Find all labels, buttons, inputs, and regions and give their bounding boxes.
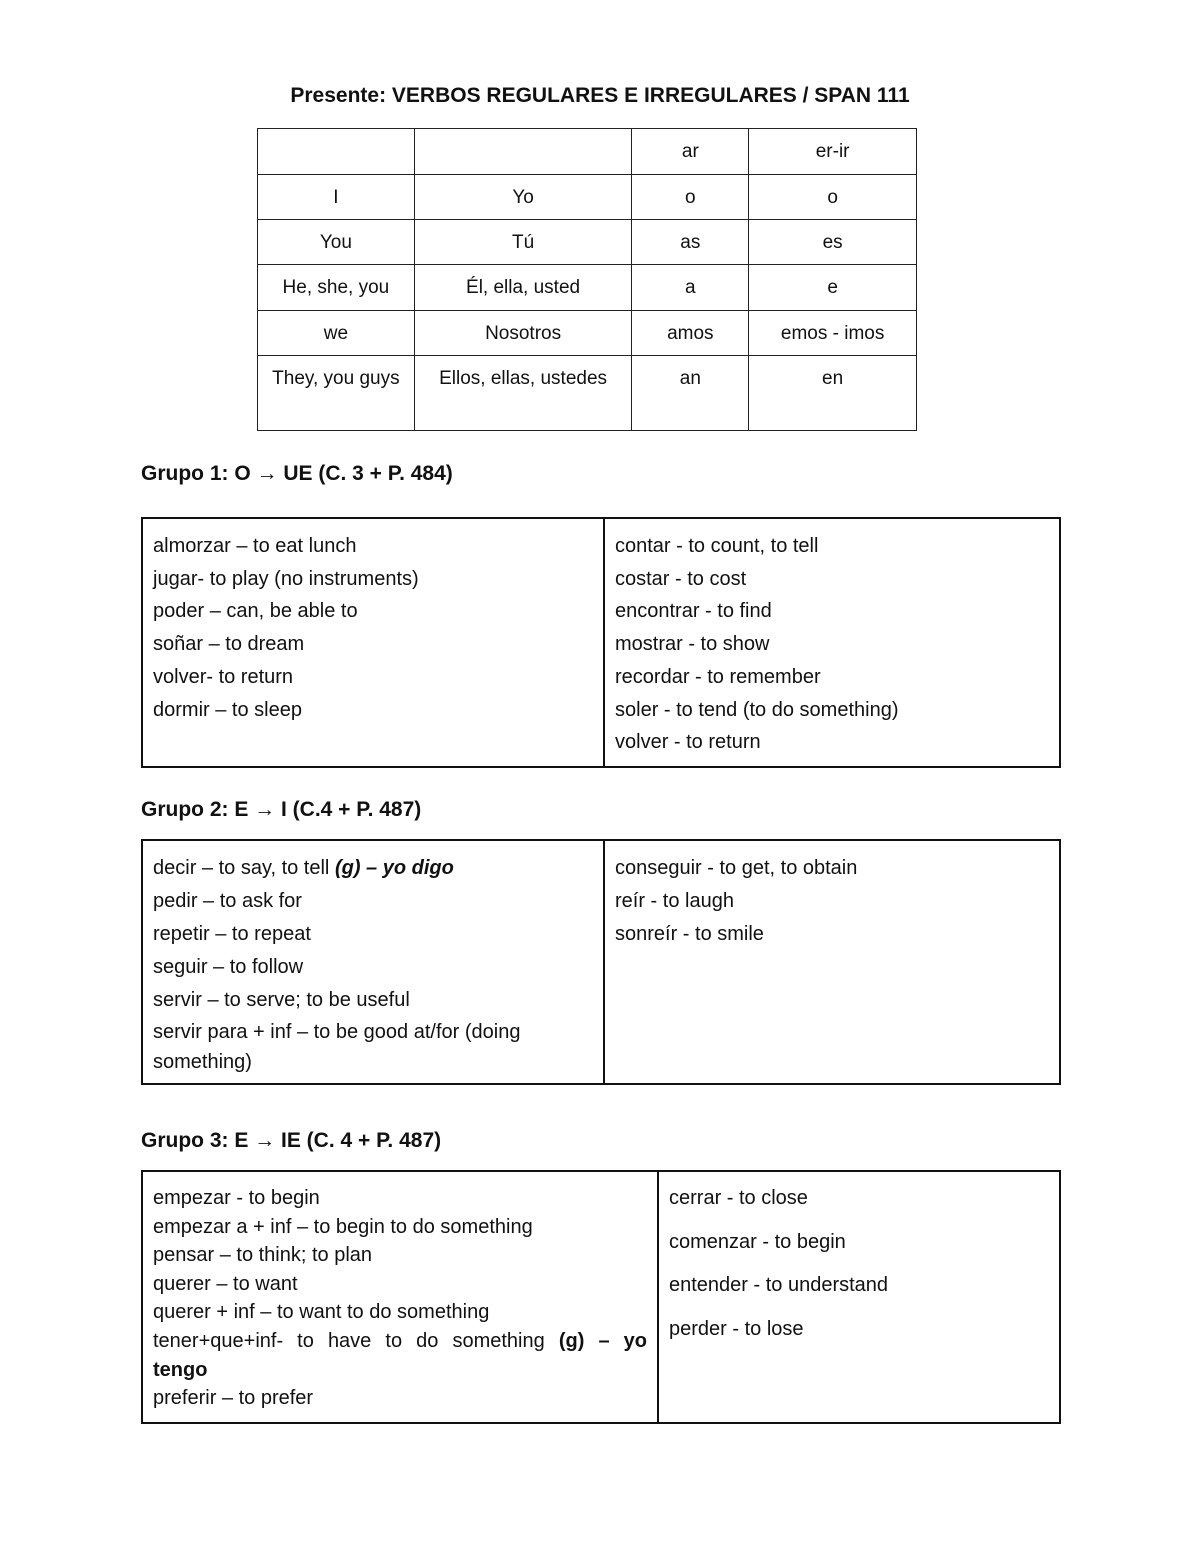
table-cell: emos - imos xyxy=(749,311,917,356)
group2-heading: Grupo 2: E → I (C.4 + P. 487) xyxy=(141,798,422,821)
table-cell: es xyxy=(749,220,917,265)
group3-heading: Grupo 3: E → IE (C. 4 + P. 487) xyxy=(141,1129,442,1152)
table-cell: I xyxy=(258,175,415,220)
table-cell: we xyxy=(258,311,415,356)
verb-item: almorzar – to eat lunch xyxy=(153,535,357,557)
table-row xyxy=(258,175,917,220)
verb-item: cerrar - to close xyxy=(669,1187,808,1209)
table-cell xyxy=(414,129,632,175)
verb-item xyxy=(153,852,593,885)
table-cell: Él, ella, usted xyxy=(414,265,632,311)
table-row xyxy=(258,265,917,311)
table-cell: a xyxy=(632,265,749,311)
table-cell: e xyxy=(749,265,917,311)
verb-item xyxy=(153,1327,647,1384)
group3-left-column xyxy=(143,1172,657,1422)
verb-item: dormir – to sleep xyxy=(153,698,302,721)
table-row xyxy=(258,129,917,175)
table-cell: o xyxy=(749,175,917,220)
table-cell: er-ir xyxy=(749,129,917,175)
verb-text: decir – to say, to tell xyxy=(153,857,335,879)
verb-item: querer – to want xyxy=(153,1272,298,1295)
verb-text: tener+que+inf- to have to do something xyxy=(153,1329,559,1352)
irregular-yo-note: (g) – yo digo xyxy=(334,857,454,879)
group2-box xyxy=(141,839,1061,1085)
verb-item: jugar- to play (no instruments) xyxy=(153,567,419,590)
irregular-yo-note: (g) – yo tengo xyxy=(153,1329,647,1381)
table-cell: amos xyxy=(632,311,749,356)
group2-left-column xyxy=(143,841,603,1083)
group2-right-column xyxy=(603,841,1059,1083)
group3-box xyxy=(141,1170,1061,1424)
verb-item: empezar a + inf – to begin to do something xyxy=(153,1215,533,1238)
table-cell: Tú xyxy=(414,220,632,265)
verb-item: seguir – to follow xyxy=(153,956,304,978)
verb-item: costar - to cost xyxy=(615,567,747,590)
verb-item: repetir – to repeat xyxy=(153,923,311,945)
verb-item: entender - to understand xyxy=(669,1274,889,1296)
group1-heading: Grupo 1: O → UE (C. 3 + P. 484) xyxy=(141,462,453,485)
verb-item: preferir – to prefer xyxy=(153,1387,314,1410)
table-cell: an xyxy=(632,356,749,431)
table-row xyxy=(258,311,917,356)
table-row xyxy=(258,220,917,265)
verb-item: mostrar - to show xyxy=(615,633,770,656)
table-row xyxy=(258,356,917,431)
verb-item: recordar - to remember xyxy=(615,665,821,688)
verb-item: encontrar - to find xyxy=(615,600,772,623)
verb-item: reír - to laugh xyxy=(615,890,734,912)
table-cell: Nosotros xyxy=(414,311,632,356)
group3-right-column xyxy=(657,1172,1059,1422)
table-cell: Ellos, ellas, ustedes xyxy=(414,356,632,431)
verb-item: servir para + inf – to be good at/for (doing something) xyxy=(153,1021,521,1073)
table-cell: ar xyxy=(632,129,749,175)
group1-right-column xyxy=(603,519,1059,766)
page-title: Presente: VERBOS REGULARES E IRREGULARES / SPAN 111 xyxy=(290,84,910,107)
table-cell: You xyxy=(258,220,415,265)
verb-item: soler - to tend (to do something) xyxy=(615,698,899,721)
table-cell: They, you guys xyxy=(258,356,415,431)
table-cell: He, she, you xyxy=(258,265,415,311)
verb-item: volver - to return xyxy=(615,731,761,754)
verb-item: servir – to serve; to be useful xyxy=(153,989,410,1011)
verb-item: soñar – to dream xyxy=(153,633,305,656)
table-cell: en xyxy=(749,356,917,431)
conjugation-table xyxy=(257,128,917,431)
verb-item: volver- to return xyxy=(153,665,294,688)
table-cell: as xyxy=(632,220,749,265)
verb-item: sonreír - to smile xyxy=(615,923,764,945)
verb-item: pedir – to ask for xyxy=(153,890,302,912)
verb-item: empezar - to begin xyxy=(153,1187,320,1209)
table-cell: Yo xyxy=(414,175,632,220)
verb-item: perder - to lose xyxy=(669,1317,804,1340)
verb-item: contar - to count, to tell xyxy=(615,535,819,557)
group1-left-column xyxy=(143,519,603,766)
verb-item: poder – can, be able to xyxy=(153,600,358,623)
verb-item: pensar – to think; to plan xyxy=(153,1244,373,1267)
group1-box xyxy=(141,517,1061,768)
table-cell: o xyxy=(632,175,749,220)
verb-item: conseguir - to get, to obtain xyxy=(615,857,858,879)
table-cell xyxy=(258,129,415,175)
verb-item: comenzar - to begin xyxy=(669,1230,846,1253)
verb-item: querer + inf – to want to do something xyxy=(153,1301,490,1324)
